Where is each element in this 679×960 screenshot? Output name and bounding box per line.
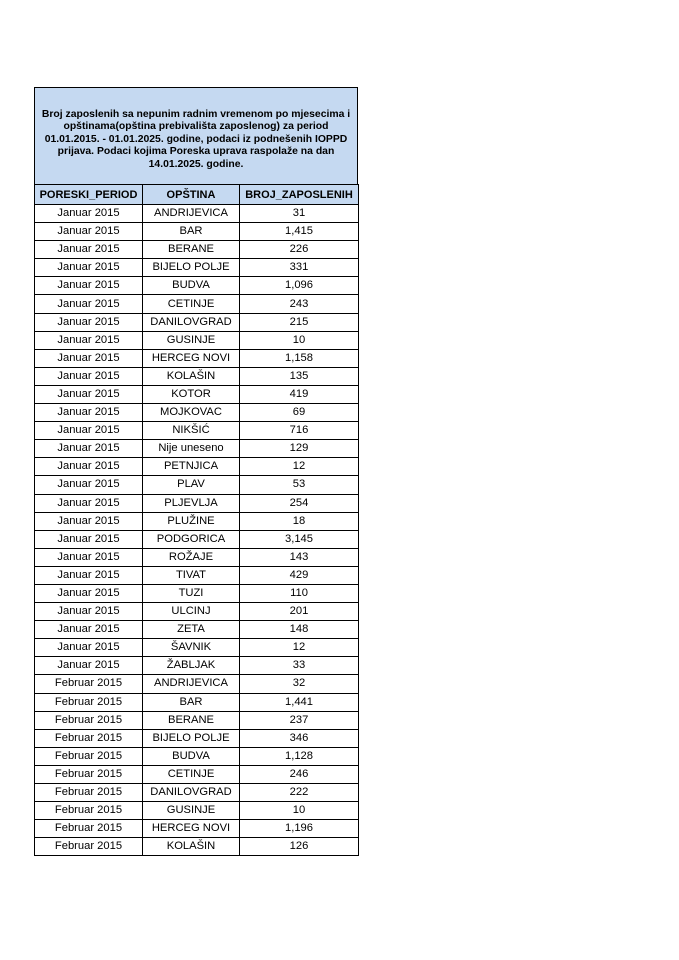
opstina-cell: PODGORICA <box>143 530 240 548</box>
data-table <box>34 184 359 856</box>
broj-zaposlenih-cell: 53 <box>240 476 359 494</box>
period-cell: Januar 2015 <box>35 584 143 602</box>
broj-zaposlenih-cell: 201 <box>240 603 359 621</box>
broj-zaposlenih-cell: 12 <box>240 639 359 657</box>
opstina-cell: ULCINJ <box>143 603 240 621</box>
table-row <box>35 440 359 458</box>
opstina-cell: PLUŽINE <box>143 512 240 530</box>
opstina-cell: HERCEG NOVI <box>143 349 240 367</box>
opstina-cell: Nije uneseno <box>143 440 240 458</box>
table-row <box>35 566 359 584</box>
column-header-opstina: OPŠTINA <box>143 185 240 205</box>
table-row <box>35 313 359 331</box>
broj-zaposlenih-cell: 246 <box>240 765 359 783</box>
period-cell: Februar 2015 <box>35 838 143 856</box>
opstina-cell: BERANE <box>143 711 240 729</box>
opstina-cell: TUZI <box>143 584 240 602</box>
period-cell: Januar 2015 <box>35 512 143 530</box>
spreadsheet <box>34 87 358 856</box>
period-cell: Februar 2015 <box>35 802 143 820</box>
title-line: opštinama(opština prebivališta zaposlenog) za period <box>63 121 329 133</box>
opstina-cell: KOLAŠIN <box>143 367 240 385</box>
period-cell: Februar 2015 <box>35 729 143 747</box>
table-title <box>34 87 358 184</box>
title-line: prijava. Podaci kojima Poreska uprava raspolaže na dan <box>57 146 335 158</box>
broj-zaposlenih-cell: 129 <box>240 440 359 458</box>
period-cell: Januar 2015 <box>35 349 143 367</box>
broj-zaposlenih-cell: 31 <box>240 205 359 223</box>
period-cell: Januar 2015 <box>35 548 143 566</box>
broj-zaposlenih-cell: 331 <box>240 259 359 277</box>
broj-zaposlenih-cell: 226 <box>240 241 359 259</box>
broj-zaposlenih-cell: 1,096 <box>240 277 359 295</box>
table-row <box>35 223 359 241</box>
broj-zaposlenih-cell: 1,196 <box>240 820 359 838</box>
period-cell: Januar 2015 <box>35 331 143 349</box>
broj-zaposlenih-cell: 10 <box>240 331 359 349</box>
broj-zaposlenih-cell: 18 <box>240 512 359 530</box>
opstina-cell: BIJELO POLJE <box>143 259 240 277</box>
table-row <box>35 802 359 820</box>
broj-zaposlenih-cell: 419 <box>240 385 359 403</box>
broj-zaposlenih-cell: 135 <box>240 367 359 385</box>
table-row <box>35 422 359 440</box>
opstina-cell: MOJKOVAC <box>143 404 240 422</box>
period-cell: Januar 2015 <box>35 241 143 259</box>
period-cell: Januar 2015 <box>35 530 143 548</box>
opstina-cell: HERCEG NOVI <box>143 820 240 838</box>
table-row <box>35 675 359 693</box>
opstina-cell: ŠAVNIK <box>143 639 240 657</box>
title-line: 01.01.2015. - 01.01.2025. godine, podaci iz podnešenih IOPPD <box>44 133 348 145</box>
opstina-cell: ANDRIJEVICA <box>143 675 240 693</box>
table-row <box>35 729 359 747</box>
opstina-cell: PETNJICA <box>143 458 240 476</box>
period-cell: Januar 2015 <box>35 277 143 295</box>
broj-zaposlenih-cell: 10 <box>240 802 359 820</box>
opstina-cell: CETINJE <box>143 295 240 313</box>
table-row <box>35 693 359 711</box>
broj-zaposlenih-cell: 1,415 <box>240 223 359 241</box>
broj-zaposlenih-cell: 69 <box>240 404 359 422</box>
period-cell: Januar 2015 <box>35 639 143 657</box>
broj-zaposlenih-cell: 346 <box>240 729 359 747</box>
period-cell: Februar 2015 <box>35 784 143 802</box>
broj-zaposlenih-cell: 148 <box>240 621 359 639</box>
period-cell: Januar 2015 <box>35 367 143 385</box>
opstina-cell: ROŽAJE <box>143 548 240 566</box>
broj-zaposlenih-cell: 237 <box>240 711 359 729</box>
opstina-cell: TIVAT <box>143 566 240 584</box>
table-row <box>35 277 359 295</box>
table-row <box>35 404 359 422</box>
table-row <box>35 385 359 403</box>
opstina-cell: GUSINJE <box>143 802 240 820</box>
broj-zaposlenih-cell: 1,128 <box>240 747 359 765</box>
period-cell: Januar 2015 <box>35 295 143 313</box>
broj-zaposlenih-cell: 254 <box>240 494 359 512</box>
period-cell: Februar 2015 <box>35 820 143 838</box>
period-cell: Januar 2015 <box>35 657 143 675</box>
header-row <box>35 185 359 205</box>
broj-zaposlenih-cell: 12 <box>240 458 359 476</box>
broj-zaposlenih-cell: 1,441 <box>240 693 359 711</box>
opstina-cell: BAR <box>143 223 240 241</box>
period-cell: Februar 2015 <box>35 693 143 711</box>
opstina-cell: KOTOR <box>143 385 240 403</box>
table-row <box>35 603 359 621</box>
title-line: 14.01.2025. godine. <box>148 158 244 170</box>
period-cell: Februar 2015 <box>35 765 143 783</box>
broj-zaposlenih-cell: 110 <box>240 584 359 602</box>
table-body <box>35 205 359 856</box>
broj-zaposlenih-cell: 243 <box>240 295 359 313</box>
period-cell: Januar 2015 <box>35 603 143 621</box>
opstina-cell: BAR <box>143 693 240 711</box>
table-row <box>35 331 359 349</box>
period-cell: Januar 2015 <box>35 313 143 331</box>
table-row <box>35 584 359 602</box>
table-row <box>35 476 359 494</box>
broj-zaposlenih-cell: 126 <box>240 838 359 856</box>
period-cell: Januar 2015 <box>35 440 143 458</box>
table-row <box>35 512 359 530</box>
period-cell: Januar 2015 <box>35 259 143 277</box>
broj-zaposlenih-cell: 33 <box>240 657 359 675</box>
opstina-cell: PLAV <box>143 476 240 494</box>
broj-zaposlenih-cell: 716 <box>240 422 359 440</box>
broj-zaposlenih-cell: 3,145 <box>240 530 359 548</box>
table-row <box>35 639 359 657</box>
opstina-cell: BUDVA <box>143 277 240 295</box>
period-cell: Januar 2015 <box>35 494 143 512</box>
broj-zaposlenih-cell: 143 <box>240 548 359 566</box>
column-header-poreski-period: PORESKI_PERIOD <box>35 185 143 205</box>
table-row <box>35 747 359 765</box>
opstina-cell: KOLAŠIN <box>143 838 240 856</box>
table-row <box>35 711 359 729</box>
broj-zaposlenih-cell: 32 <box>240 675 359 693</box>
table-row <box>35 621 359 639</box>
period-cell: Januar 2015 <box>35 205 143 223</box>
opstina-cell: PLJEVLJA <box>143 494 240 512</box>
table-row <box>35 458 359 476</box>
period-cell: Januar 2015 <box>35 476 143 494</box>
period-cell: Januar 2015 <box>35 223 143 241</box>
period-cell: Februar 2015 <box>35 711 143 729</box>
table-row <box>35 367 359 385</box>
opstina-cell: DANILOVGRAD <box>143 313 240 331</box>
opstina-cell: NIKŠIĆ <box>143 422 240 440</box>
table-row <box>35 241 359 259</box>
opstina-cell: CETINJE <box>143 765 240 783</box>
table-row <box>35 205 359 223</box>
table-row <box>35 765 359 783</box>
table-row <box>35 494 359 512</box>
opstina-cell: DANILOVGRAD <box>143 784 240 802</box>
period-cell: Januar 2015 <box>35 621 143 639</box>
period-cell: Januar 2015 <box>35 458 143 476</box>
table-row <box>35 259 359 277</box>
broj-zaposlenih-cell: 429 <box>240 566 359 584</box>
title-line: Broj zaposlenih sa nepunim radnim vremenom po mjesecima i <box>41 108 351 120</box>
table-row <box>35 784 359 802</box>
opstina-cell: ZETA <box>143 621 240 639</box>
opstina-cell: ŽABLJAK <box>143 657 240 675</box>
column-header-broj-zaposlenih: BROJ_ZAPOSLENIH <box>240 185 359 205</box>
table-row <box>35 295 359 313</box>
table-row <box>35 657 359 675</box>
table-row <box>35 349 359 367</box>
broj-zaposlenih-cell: 222 <box>240 784 359 802</box>
period-cell: Januar 2015 <box>35 566 143 584</box>
table-row <box>35 838 359 856</box>
opstina-cell: BIJELO POLJE <box>143 729 240 747</box>
table-row <box>35 820 359 838</box>
opstina-cell: BERANE <box>143 241 240 259</box>
opstina-cell: BUDVA <box>143 747 240 765</box>
table-row <box>35 548 359 566</box>
table-row <box>35 530 359 548</box>
opstina-cell: GUSINJE <box>143 331 240 349</box>
opstina-cell: ANDRIJEVICA <box>143 205 240 223</box>
broj-zaposlenih-cell: 1,158 <box>240 349 359 367</box>
period-cell: Januar 2015 <box>35 422 143 440</box>
period-cell: Februar 2015 <box>35 675 143 693</box>
period-cell: Februar 2015 <box>35 747 143 765</box>
period-cell: Januar 2015 <box>35 385 143 403</box>
broj-zaposlenih-cell: 215 <box>240 313 359 331</box>
period-cell: Januar 2015 <box>35 404 143 422</box>
